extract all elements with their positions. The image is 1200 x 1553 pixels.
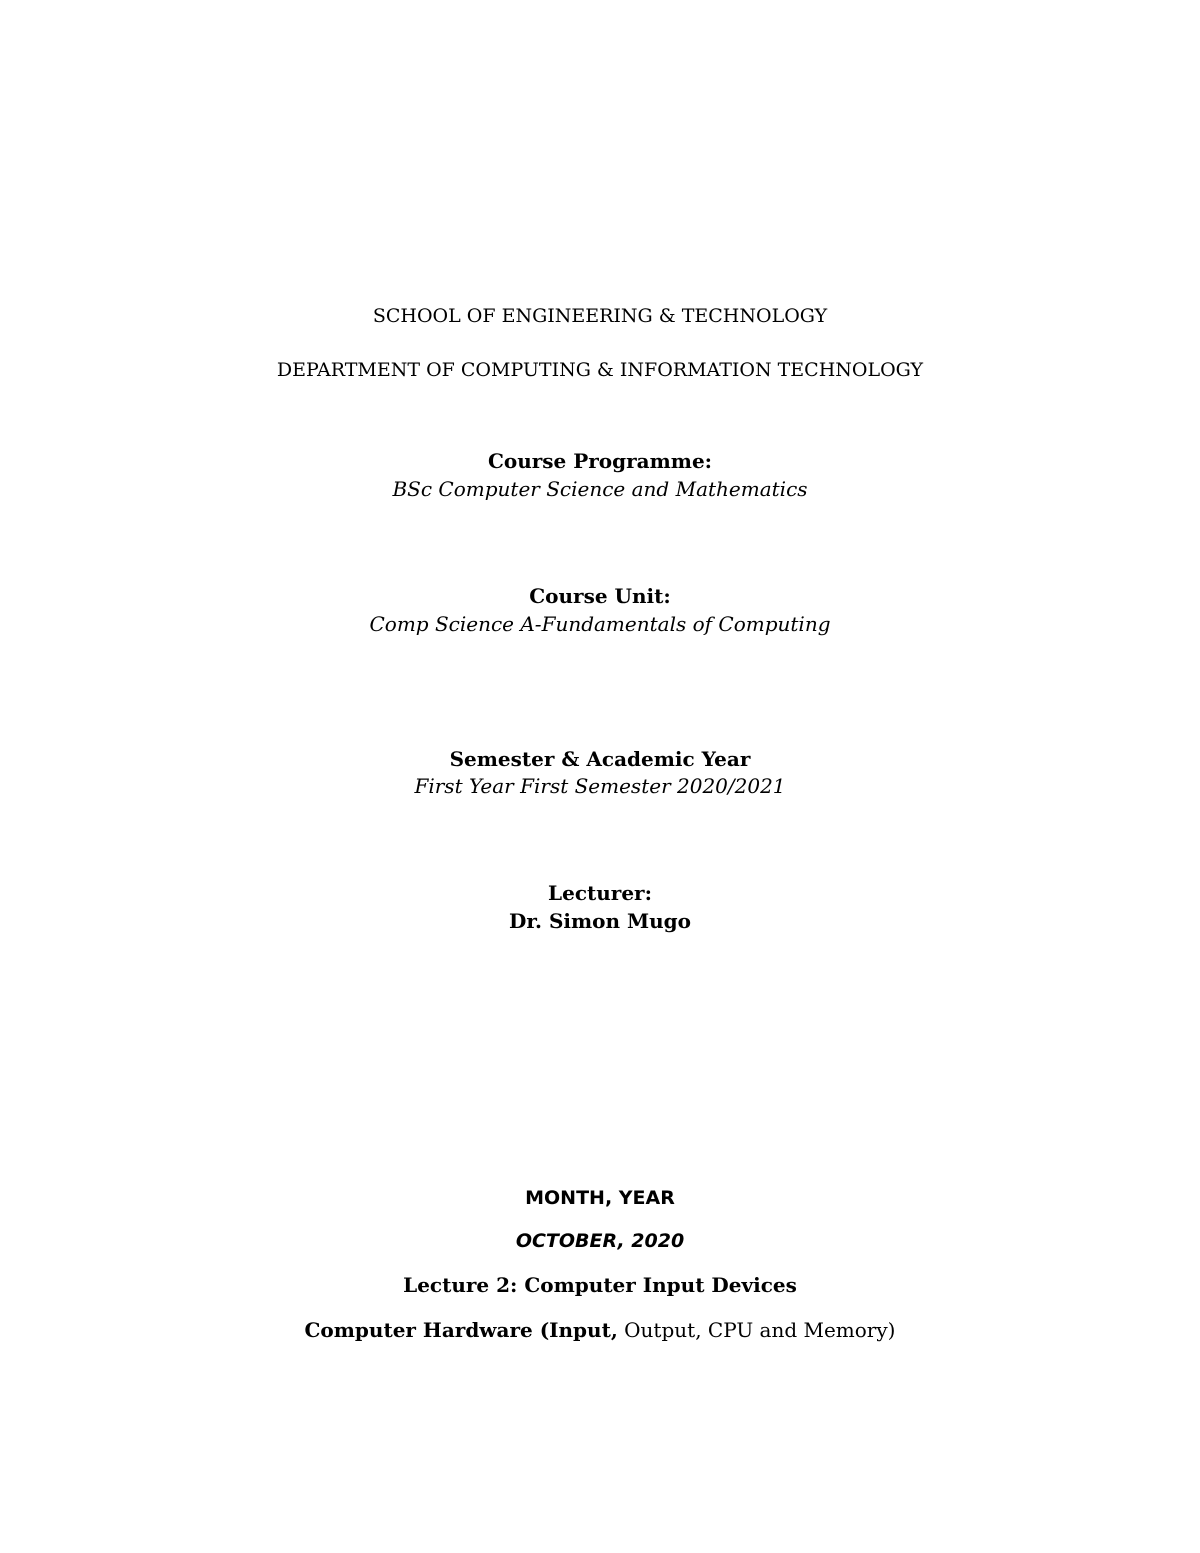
- lecture-topic-bold: Computer Hardware (Input,: [304, 1318, 618, 1342]
- lecture-topic-rest: Output, CPU and Memory): [617, 1318, 896, 1342]
- course-programme-value: BSc Computer Science and Mathematics: [392, 477, 808, 501]
- lecturer-name: Dr. Simon Mugo: [508, 909, 692, 933]
- lecture-topic: [0, 1320, 1200, 1340]
- month-year-label: MONTH, YEAR: [525, 1187, 675, 1209]
- semester-value: First Year First Semester 2020/2021: [414, 774, 786, 798]
- department-heading: DEPARTMENT OF COMPUTING & INFORMATION TECHNOLOGY: [276, 359, 924, 381]
- semester-label: Semester & Academic Year: [449, 747, 751, 771]
- course-unit-value: Comp Science A-Fundamentals of Computing: [369, 612, 831, 636]
- course-programme-label: Course Programme:: [487, 449, 713, 473]
- date-value: OCTOBER, 2020: [515, 1230, 685, 1252]
- course-unit-label: Course Unit:: [529, 584, 671, 608]
- lecturer-label: Lecturer:: [548, 881, 652, 905]
- lecture-title: Lecture 2: Computer Input Devices: [403, 1273, 797, 1297]
- school-heading: SCHOOL OF ENGINEERING & TECHNOLOGY: [372, 305, 828, 327]
